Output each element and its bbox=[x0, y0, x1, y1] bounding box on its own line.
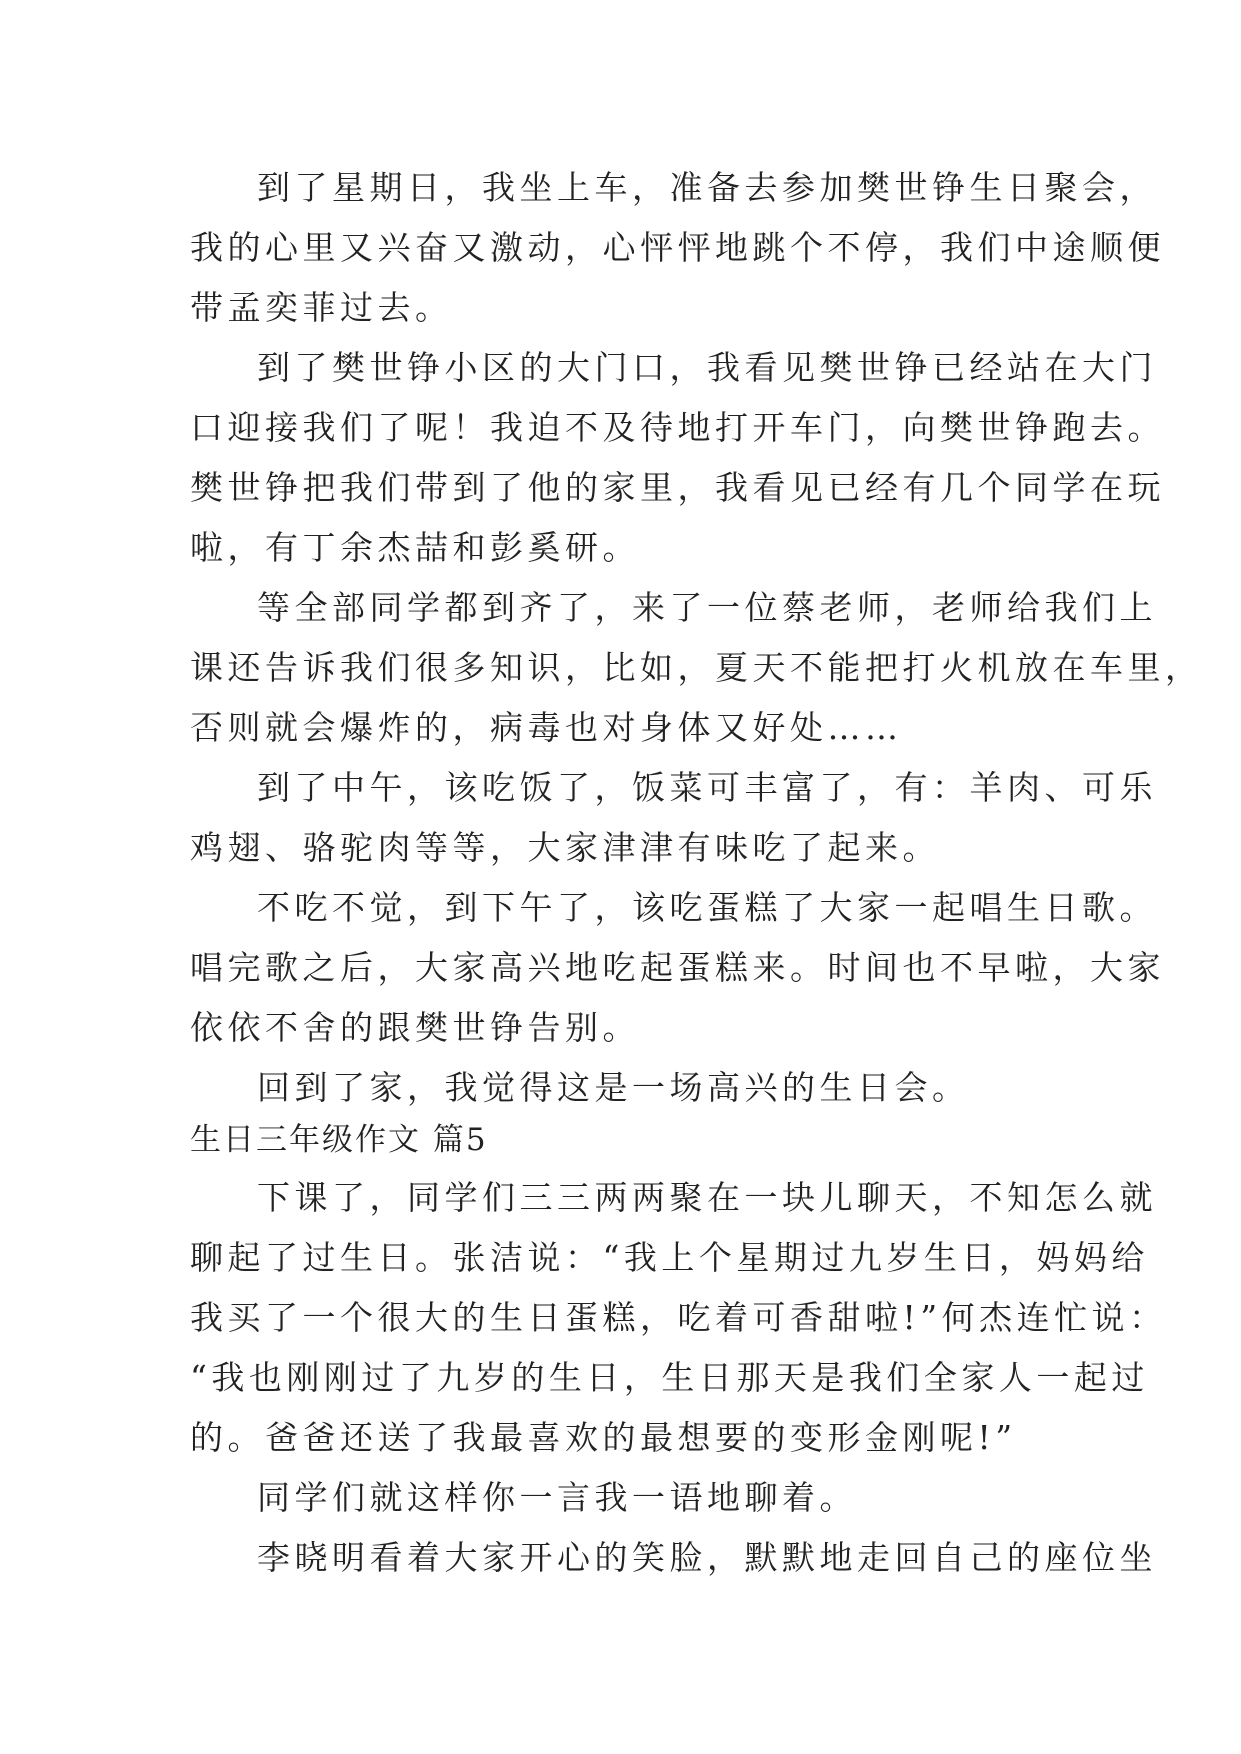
section-heading: 生日三年级作文 篇5 bbox=[190, 1122, 488, 1158]
text-line: 同学们就这样你一言我一语地聊着。 bbox=[257, 1478, 857, 1517]
text-line: 下课了，同学们三三两两聚在一块儿聊天，不知怎么就 bbox=[257, 1178, 1157, 1217]
text-line: 课还告诉我们很多知识，比如，夏天不能把打火机放在车里， bbox=[190, 648, 1203, 687]
text-line: 到了中午，该吃饭了，饭菜可丰富了，有：羊肉、可乐 bbox=[257, 768, 1157, 807]
text-line: 我买了一个很大的生日蛋糕，吃着可香甜啦!”何杰连忙说： bbox=[190, 1298, 1167, 1337]
text-line: “我也刚刚过了九岁的生日，生日那天是我们全家人一起过 bbox=[190, 1358, 1149, 1397]
text-line: 回到了家，我觉得这是一场高兴的生日会。 bbox=[257, 1068, 970, 1107]
text-line: 聊起了过生日。张洁说：“我上个星期过九岁生日，妈妈给 bbox=[190, 1238, 1149, 1277]
text-line: 依依不舍的跟樊世铮告别。 bbox=[190, 1008, 640, 1047]
text-line: 不吃不觉，到下午了，该吃蛋糕了大家一起唱生日歌。 bbox=[257, 888, 1157, 927]
text-line: 的。爸爸还送了我最喜欢的最想要的变形金刚呢!” bbox=[190, 1418, 1017, 1457]
text-line: 带孟奕菲过去。 bbox=[190, 288, 453, 327]
text-line: 否则就会爆炸的，病毒也对身体又好处…… bbox=[190, 708, 903, 747]
text-line: 啦，有丁余杰喆和彭奚研。 bbox=[190, 528, 640, 567]
text-line: 到了星期日，我坐上车，准备去参加樊世铮生日聚会， bbox=[257, 168, 1157, 207]
text-line: 到了樊世铮小区的大门口，我看见樊世铮已经站在大门 bbox=[257, 348, 1157, 387]
text-line: 唱完歌之后，大家高兴地吃起蛋糕来。时间也不早啦，大家 bbox=[190, 948, 1165, 987]
text-line: 我的心里又兴奋又激动，心怦怦地跳个不停，我们中途顺便 bbox=[190, 228, 1165, 267]
text-line: 口迎接我们了呢！我迫不及待地打开车门，向樊世铮跑去。 bbox=[190, 408, 1165, 447]
text-line: 鸡翅、骆驼肉等等，大家津津有味吃了起来。 bbox=[190, 828, 940, 867]
text-line: 樊世铮把我们带到了他的家里，我看见已经有几个同学在玩 bbox=[190, 468, 1165, 507]
text-line: 李晓明看着大家开心的笑脸，默默地走回自己的座位坐 bbox=[257, 1538, 1157, 1577]
text-line: 等全部同学都到齐了，来了一位蔡老师，老师给我们上 bbox=[257, 588, 1157, 627]
